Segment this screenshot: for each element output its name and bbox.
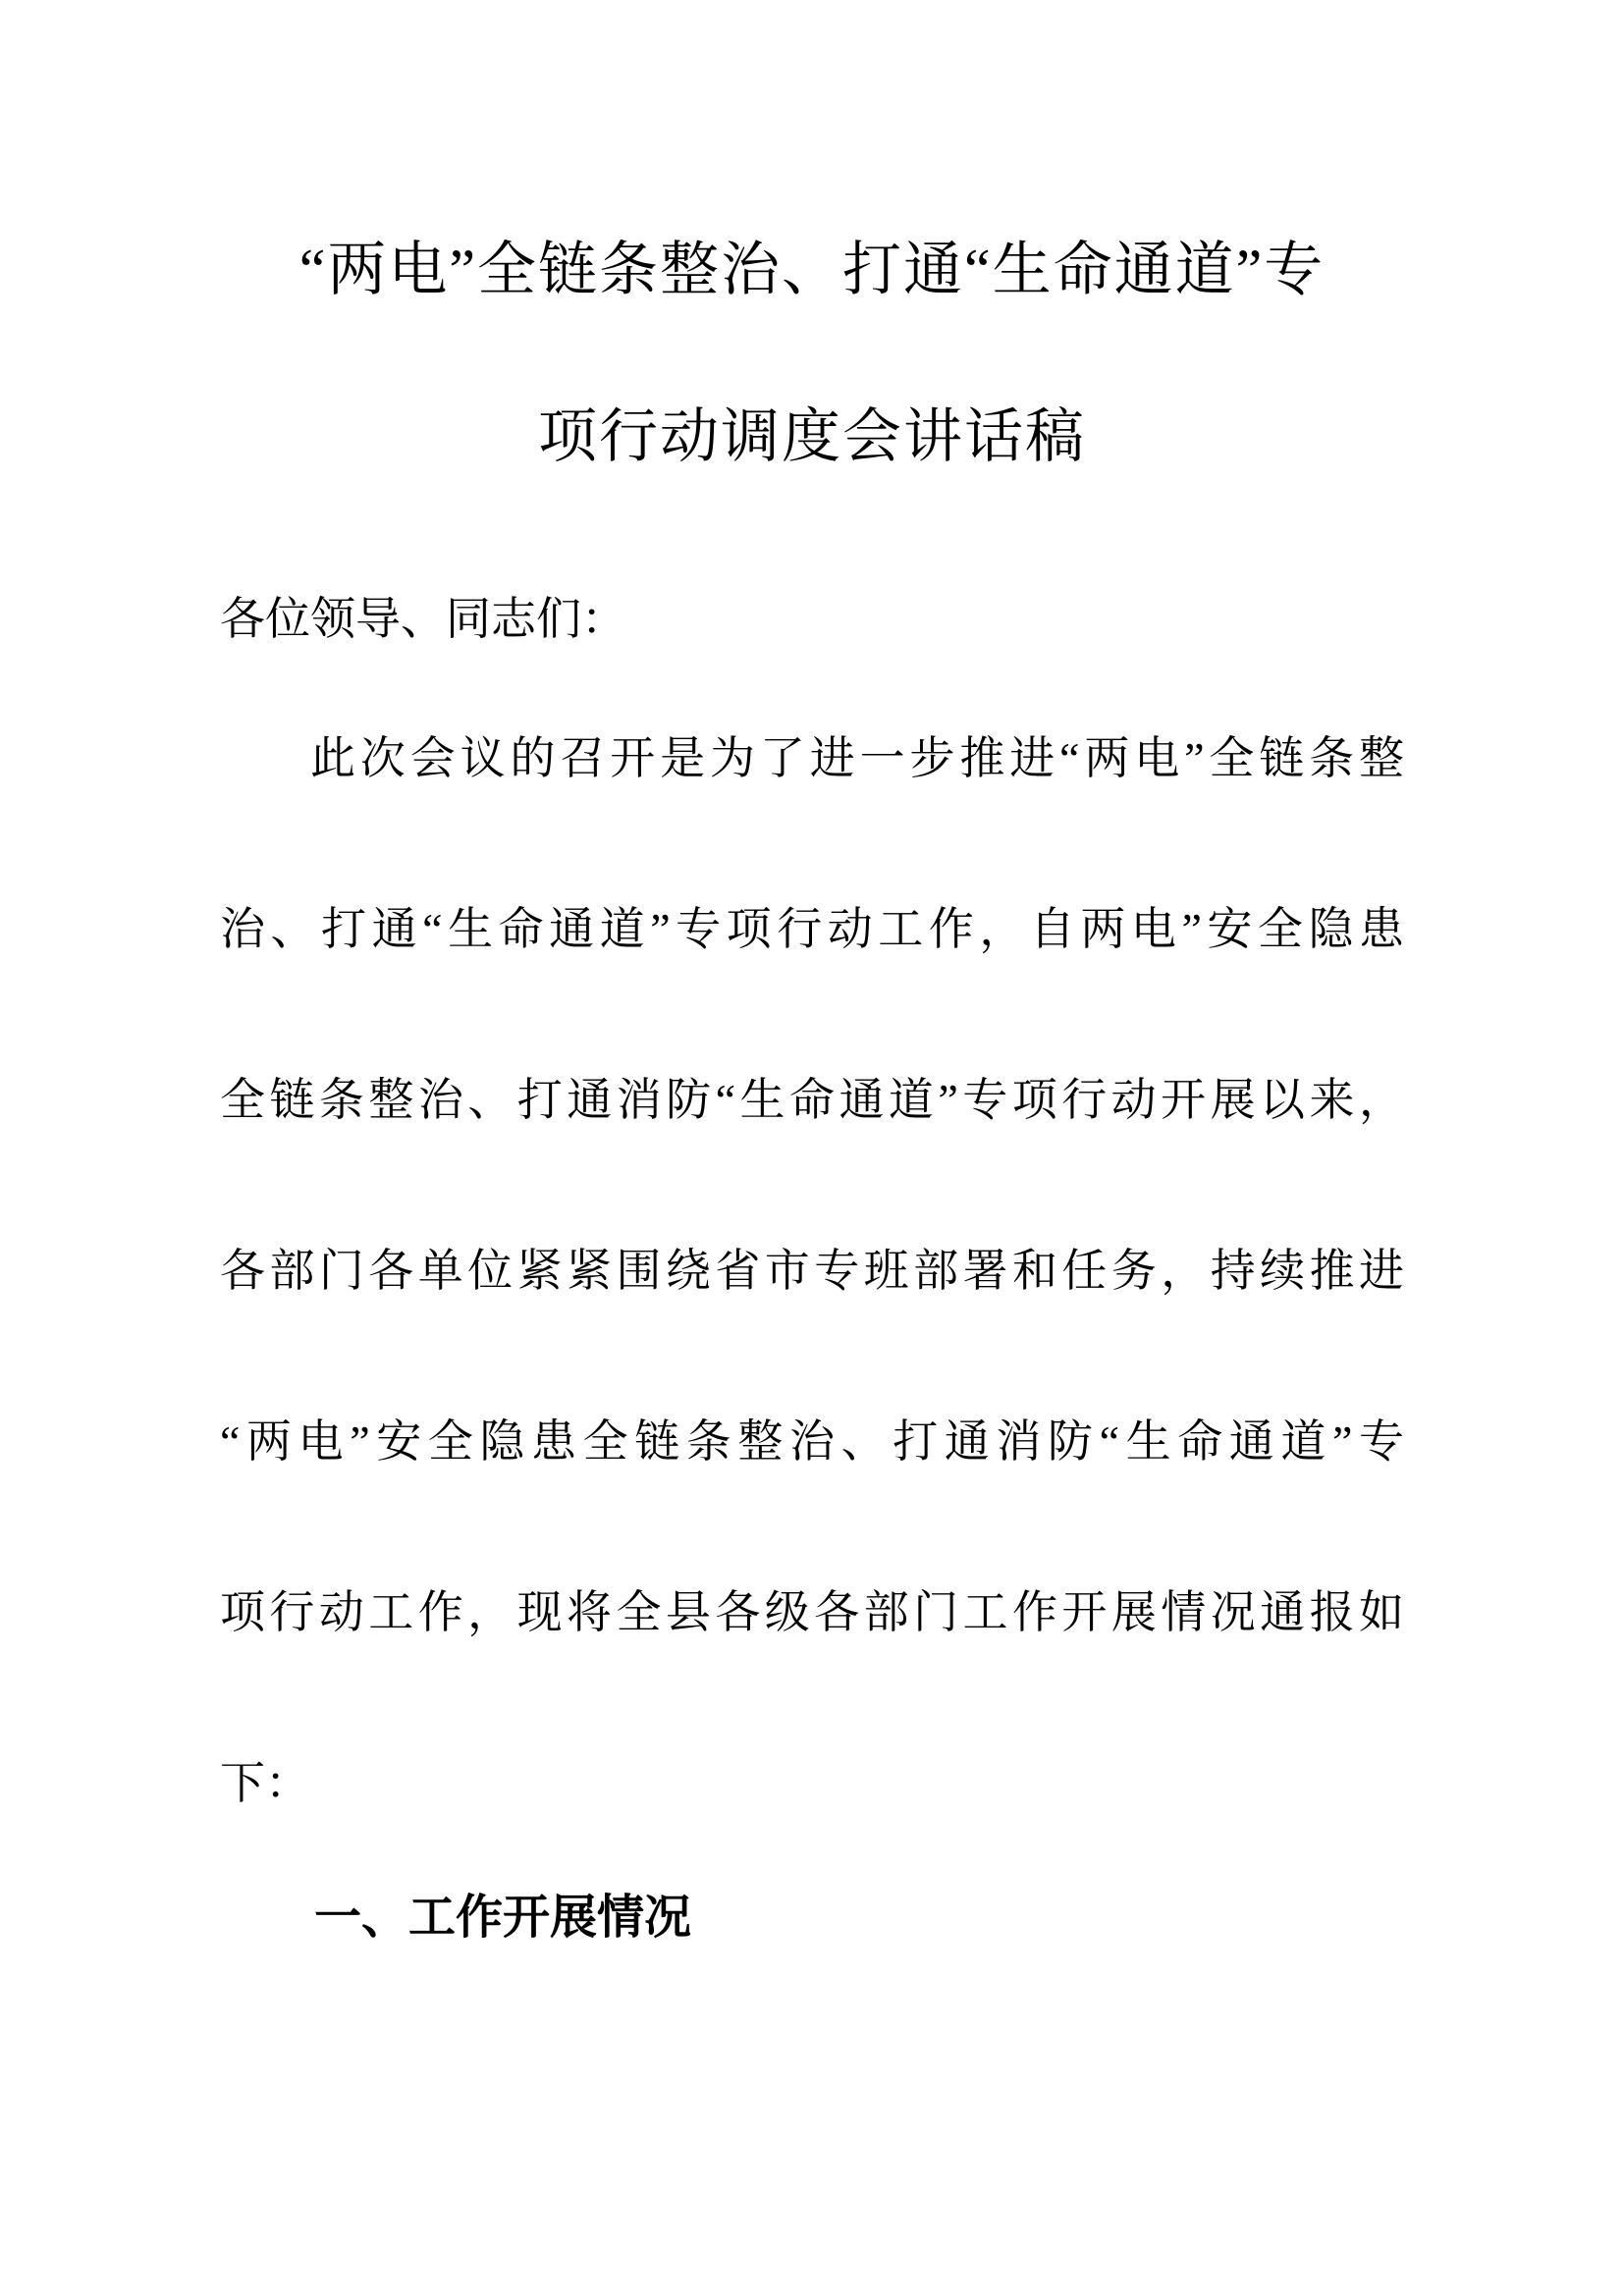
paragraph-line: 全链条整治、打通消防“生命通道”专项行动开展以来， [220,1075,1404,1125]
paragraph-line: 此次会议的召开是为了进一步推进“两电”全链条整 [310,733,1404,783]
paragraph-line: 项行动工作，现将全县各级各部门工作开展情况通报如 [220,1587,1404,1637]
section-heading: 一、工作开展情况 [314,1892,692,1944]
paragraph-line: 治、打通“生命通道”专项行动工作，自两电”安全隐患 [220,904,1404,954]
salutation: 各位领导、同志们： [220,594,626,644]
paragraph-line: 下： [220,1758,310,1808]
body-paragraph [220,673,1404,1869]
document-title-line-2: 项行动调度会讲话稿 [538,404,1086,469]
paragraph-line: “两电”安全隐患全链条整治、打通消防“生命通道”专 [220,1416,1404,1467]
document-title [0,0,1624,520]
document-title-line-1: “两电”全链条整治、打通“生命通道”专 [298,238,1326,302]
paragraph-line: 各部门各单位紧紧围绕省市专班部署和任务，持续推进 [220,1246,1404,1296]
